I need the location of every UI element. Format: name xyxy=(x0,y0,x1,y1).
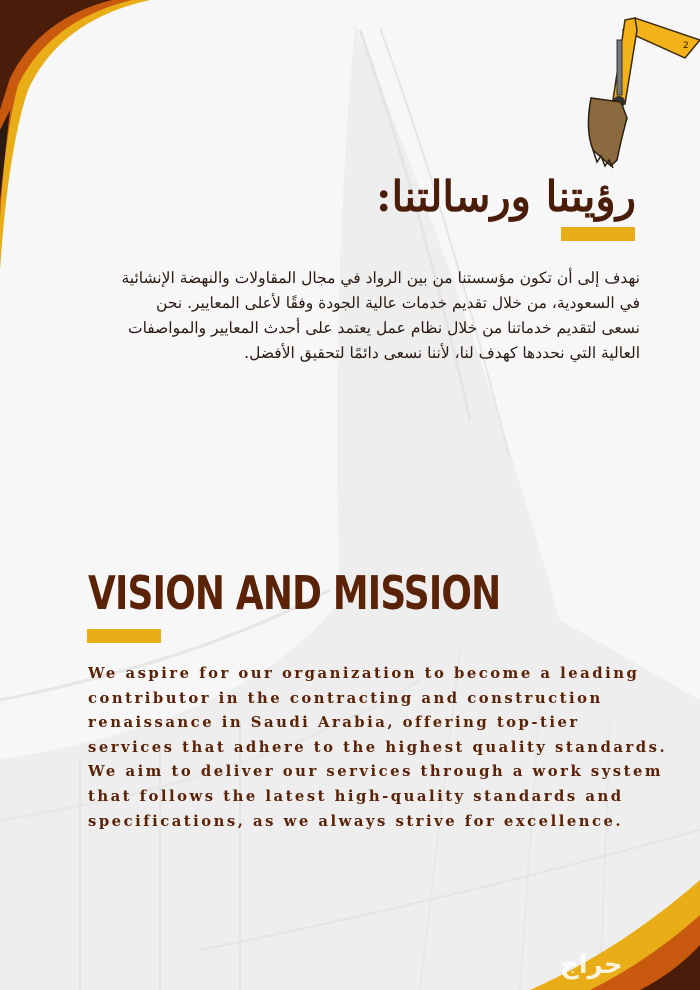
english-heading: VISION AND MISSION xyxy=(88,566,501,620)
arabic-paragraph: نهدف إلى أن تكون مؤسستنا من بين الرواد في مجال المقاولات والنهضة الإنشائية في السعودية، من خلال تقديم خدمات عالية الجودة وفقًا لأعلى المعايير. نحن نسعى لتقديم خدماتنا من خلال نظام عمل يعتمد على أحدث المعايير والمواصفات العالية التي نحددها كهدف لنا، لأننا نسعى دائمًا لتحقيق الأفضل. xyxy=(121,269,640,362)
english-heading-underline xyxy=(87,629,161,643)
arabic-heading: رؤيتنا ورسالتنا: xyxy=(375,172,636,221)
arabic-heading-underline xyxy=(561,227,635,241)
corner-decoration-top-left xyxy=(0,0,150,270)
haraj-watermark: حراج xyxy=(560,950,623,980)
english-paragraph: We aspire for our organization to become a leading contributor in the contracting and construction renaissance in Saudi Arabia, offering top-tier services that adhere to the highest quality standards. We aim to deliver our services through a work system that follows the latest high-quality standards and specifications, as we always strive for excellence. xyxy=(88,665,668,830)
excavator-label: 2 xyxy=(683,41,689,51)
excavator-arm-image xyxy=(565,10,700,170)
